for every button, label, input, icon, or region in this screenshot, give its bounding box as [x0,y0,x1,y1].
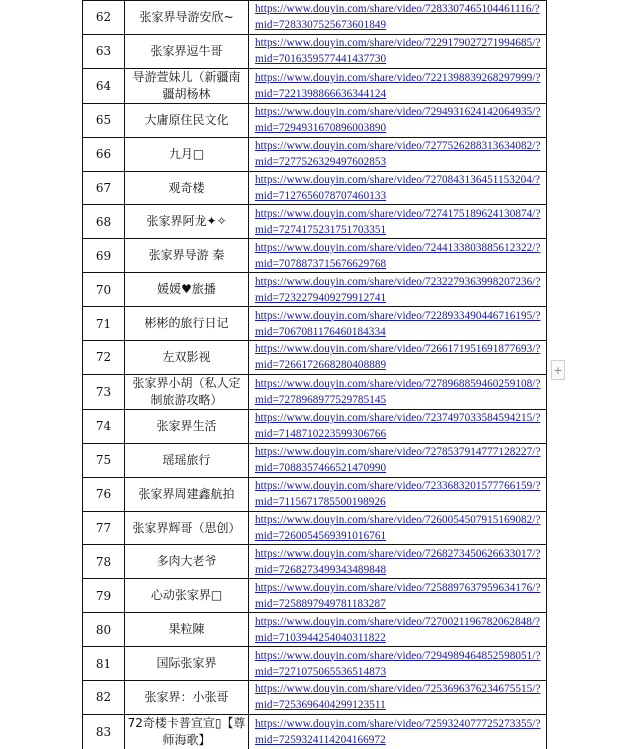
video-link[interactable]: https://www.douyin.com/share/video/7244133803885612322/?mid=7078873715676629768 [255,241,541,270]
account-name: 张家界逗牛哥 [125,34,249,68]
account-name: 张家界生活 [125,409,249,443]
table-row [83,374,547,409]
account-name: 多肉大老爷 [125,545,249,579]
video-link-cell [249,341,547,375]
table-row [83,613,547,647]
video-link[interactable]: https://www.douyin.com/share/video/7232279363998207236/?mid=7232279409279912741 [255,275,541,304]
video-link[interactable]: https://www.douyin.com/share/video/7294989464852598051/?mid=7271075065536514873 [255,649,541,678]
table-body [83,1,547,749]
row-number: 69 [83,239,125,273]
row-number: 68 [83,205,125,239]
table-row [83,239,547,273]
video-link-cell [249,511,547,545]
row-number: 83 [83,714,125,749]
table-row [83,341,547,375]
video-link-cell [249,545,547,579]
video-link[interactable]: https://www.douyin.com/share/video/7266171951691877693/?mid=7266172668280408889 [255,343,541,372]
video-link-cell [249,443,547,477]
row-number: 78 [83,545,125,579]
account-name: 国际张家界 [125,647,249,681]
expand-button[interactable]: + [551,360,565,380]
table-row [83,409,547,443]
video-link[interactable]: https://www.douyin.com/share/video/7283307465104461116/?mid=7283307525673601849 [255,3,540,32]
video-link[interactable]: https://www.douyin.com/share/video/7228933490446716195/?mid=7067081176460184334 [255,309,541,338]
account-name: 瑶瑶旅行 [125,443,249,477]
video-link-cell [249,374,547,409]
table-row [83,273,547,307]
video-link-cell [249,409,547,443]
account-name: 张家界周建鑫航拍 [125,477,249,511]
row-number: 81 [83,647,125,681]
video-link-cell [249,681,547,715]
account-name: 张家界阿龙✦✧ [125,205,249,239]
row-number: 66 [83,137,125,171]
table-row [83,103,547,137]
video-link[interactable]: https://www.douyin.com/share/video/7233683201577766159/?mid=7115671785500198926 [255,480,541,509]
video-link[interactable]: https://www.douyin.com/share/video/7270021196782062848/?mid=7103944254040311822 [255,615,541,644]
account-name: 张家界小胡（私人定制旅游攻略） [125,374,249,409]
video-link[interactable]: https://www.douyin.com/share/video/7277526288313634082/?mid=7277526329497602853 [255,140,541,169]
video-link[interactable]: https://www.douyin.com/share/video/7229179027271994685/?mid=7016359577441437730 [255,37,541,66]
video-link[interactable]: https://www.douyin.com/share/video/7221398839268297999/?mid=7221398866636344124 [255,71,541,100]
row-number: 77 [83,511,125,545]
video-link-cell [249,137,547,171]
video-link[interactable]: https://www.douyin.com/share/video/7260054507915169082/?mid=7260054569391016761 [255,514,541,543]
account-name: 彬彬的旅行日记 [125,307,249,341]
row-number: 82 [83,681,125,715]
account-name: 张家界导游安欣~ [125,1,249,35]
table-row [83,511,547,545]
video-link-cell [249,239,547,273]
row-number: 62 [83,1,125,35]
row-number: 80 [83,613,125,647]
row-number: 76 [83,477,125,511]
video-link[interactable]: https://www.douyin.com/share/video/7294931624142064935/?mid=7294931670896003890 [255,106,541,135]
table-row [83,477,547,511]
video-link-cell [249,307,547,341]
row-number: 75 [83,443,125,477]
row-number: 79 [83,579,125,613]
video-link-cell [249,273,547,307]
account-name: 九月□ [125,137,249,171]
row-number: 71 [83,307,125,341]
table-row [83,307,547,341]
table-row [83,68,547,103]
account-name: 张家界：小张哥 [125,681,249,715]
video-link[interactable]: https://www.douyin.com/share/video/7274175189624130874/?mid=7274175231751703351 [255,207,541,236]
video-link-cell [249,103,547,137]
video-link[interactable]: https://www.douyin.com/share/video/7268273450626633017/?mid=7268273499343489848 [255,547,541,576]
table-row [83,681,547,715]
video-link[interactable]: https://www.douyin.com/share/video/7270843136451153204/?mid=7127656078707460133 [255,174,541,202]
video-link-cell [249,68,547,103]
row-number: 72 [83,341,125,375]
account-name: 观奇楼 [125,171,249,205]
video-link-cell [249,34,547,68]
account-name: 72奇楼卡普宣宣▯【尊师海歌】 [125,714,249,749]
table-row [83,34,547,68]
account-name: 果粒陳 [125,613,249,647]
table-row [83,171,547,205]
table-row [83,714,547,749]
video-link[interactable]: https://www.douyin.com/share/video/7253696376234675515/?mid=7253696404299123511 [255,683,541,712]
table-row [83,647,547,681]
video-link[interactable]: https://www.douyin.com/share/video/7259324077725273355/?mid=7259324114204166972 [255,717,541,746]
video-link-cell [249,613,547,647]
table-row [83,443,547,477]
account-name: 左双影视 [125,341,249,375]
row-number: 64 [83,68,125,103]
table-row [83,137,547,171]
account-name: 大庸原住民文化 [125,103,249,137]
account-name: 张家界辉哥（思创） [125,511,249,545]
video-link-cell [249,477,547,511]
row-number: 74 [83,409,125,443]
row-number: 63 [83,34,125,68]
row-number: 70 [83,273,125,307]
video-link[interactable]: https://www.douyin.com/share/video/7278537914777128227/?mid=7088357466521470990 [255,446,541,475]
table-row [83,545,547,579]
video-link-cell [249,579,547,613]
video-link-cell [249,647,547,681]
video-link[interactable]: https://www.douyin.com/share/video/7258897637959634176/?mid=7258897949781183287 [255,581,541,610]
account-name: 心动张家界□ [125,579,249,613]
video-link-cell [249,205,547,239]
table-row [83,579,547,613]
video-link-cell [249,714,547,749]
row-number: 73 [83,374,125,409]
account-name: 张家界导游 秦 [125,239,249,273]
table-row [83,1,547,35]
row-number: 65 [83,103,125,137]
video-link-cell [249,1,547,35]
video-link-table [82,0,547,749]
video-link[interactable]: https://www.douyin.com/share/video/7237497033584594215/?mid=7148710223599306766 [255,412,541,441]
video-link[interactable]: https://www.douyin.com/share/video/7278968859460259108/?mid=7278968977529785145 [255,377,541,406]
row-number: 67 [83,171,125,205]
video-link-cell [249,171,547,205]
account-name: 导游萱妹儿（新疆南疆胡杨林 [125,68,249,103]
table-row [83,205,547,239]
account-name: 媛媛♥旅播 [125,273,249,307]
